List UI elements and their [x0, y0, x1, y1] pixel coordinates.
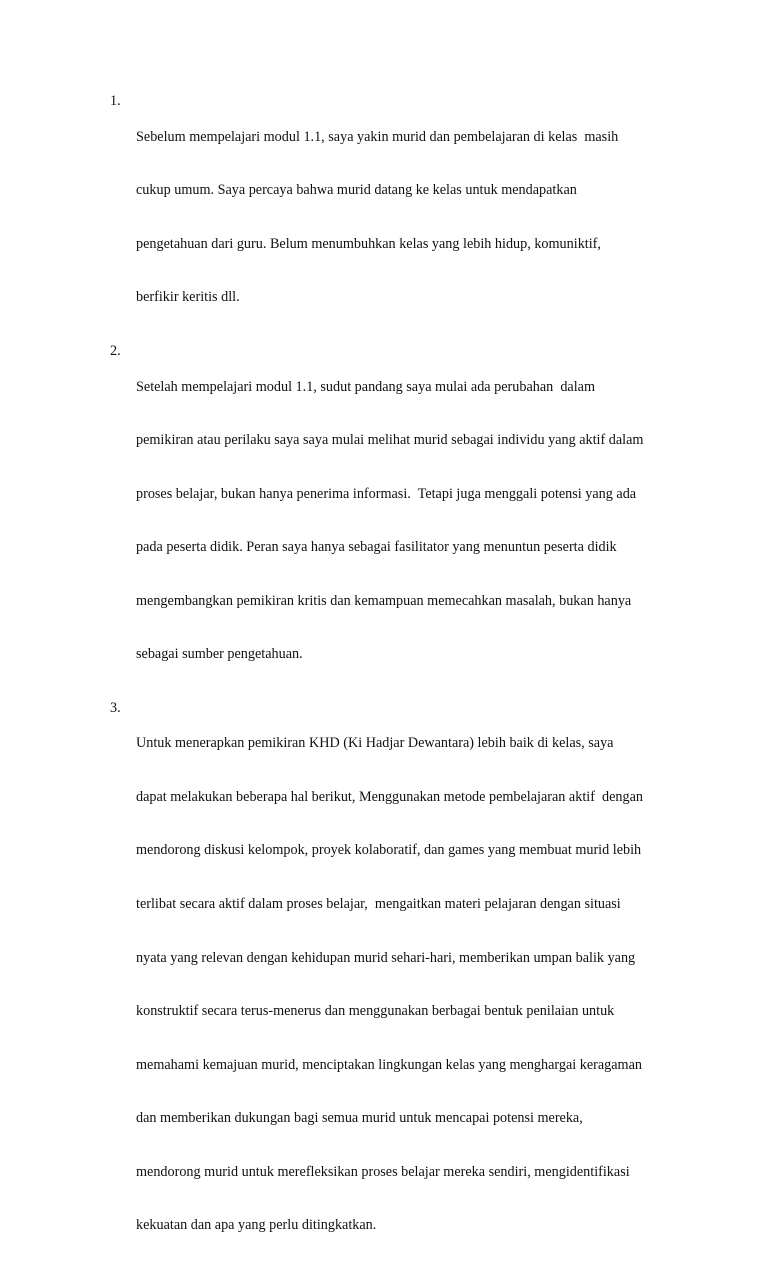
text-line: berfikir keritis dll. — [136, 289, 240, 306]
text-line: Untuk menerapkan pemikiran KHD (Ki Hadjar Dewantara) lebih baik di kelas, saya — [136, 735, 614, 752]
list-number: 2. — [110, 342, 121, 359]
list-number: 1. — [110, 93, 121, 109]
text-line: memahami kemajuan murid, menciptakan lingkungan kelas yang menghargai keragaman — [136, 1056, 642, 1073]
list-item-2 — [110, 343, 680, 700]
text-line: mendorong murid untuk merefleksikan proses belajar mereka sendiri, mengidentifikasi — [136, 1163, 630, 1180]
text-line: proses belajar, bukan hanya penerima informasi. Tetapi juga menggali potensi yang ada — [136, 485, 637, 502]
list-item-text — [136, 343, 680, 700]
text-line: kekuatan dan apa yang perlu ditingkatkan. — [136, 1217, 377, 1234]
text-line: terlibat secara aktif dalam proses belajar, mengaitkan materi pelajaran dengan situasi — [136, 895, 621, 912]
text-line: sebagai sumber pengetahuan. — [136, 646, 303, 663]
text-line: cukup umum. Saya percaya bahwa murid datang ke kelas untuk mendapatkan — [136, 182, 577, 199]
text-line: dapat melakukan beberapa hal berikut, Menggunakan metode pembelajaran aktif dengan — [136, 788, 643, 805]
list-number: 3. — [110, 699, 121, 716]
text-line: pemikiran atau perilaku saya saya mulai melihat murid sebagai individu yang aktif dalam — [136, 432, 644, 449]
text-line: mengembangkan pemikiran kritis dan kemampuan memecahkan masalah, bukan hanya — [136, 592, 632, 609]
list-item-3 — [110, 700, 680, 1271]
text-line: mendorong diskusi kelompok, proyek kolaboratif, dan games yang membuat murid lebih — [136, 842, 642, 859]
numbered-list — [110, 93, 680, 1271]
text-line: Sebelum mempelajari modul 1.1, saya yakin murid dan pembelajaran di kelas masih — [136, 128, 619, 145]
list-item-text — [136, 700, 680, 1271]
text-line: nyata yang relevan dengan kehidupan murid sehari-hari, memberikan umpan balik yang — [136, 949, 636, 966]
text-line: pada peserta didik. Peran saya hanya sebagai fasilitator yang menuntun peserta didik — [136, 539, 617, 556]
text-line: pengetahuan dari guru. Belum menumbuhkan kelas yang lebih hidup, komuniktif, — [136, 235, 601, 252]
text-line: dan memberikan dukungan bagi semua murid untuk mencapai potensi mereka, — [136, 1110, 583, 1127]
text-line: konstruktif secara terus-menerus dan menggunakan berbagai bentuk penilaian untuk — [136, 1003, 615, 1020]
list-item-1 — [110, 93, 680, 343]
text-line: Setelah mempelajari modul 1.1, sudut pandang saya mulai ada perubahan dalam — [136, 378, 595, 395]
list-item-text — [136, 93, 680, 343]
